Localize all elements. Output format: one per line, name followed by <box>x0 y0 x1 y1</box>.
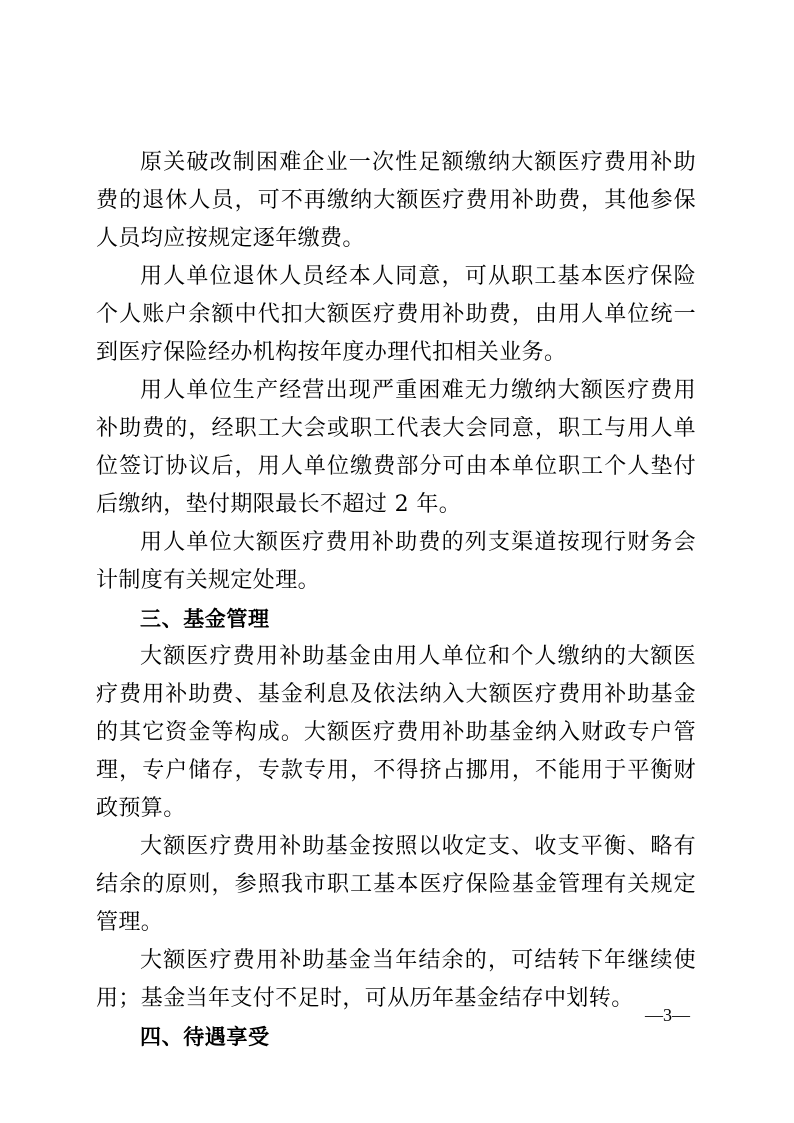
paragraph-accounting-channel: 用人单位大额医疗费用补助费的列支渠道按现行财务会计制度有关规定处理。 <box>96 530 696 593</box>
paragraph-retiree-payment: 原关破改制困难企业一次性足额缴纳大额医疗费用补助费的退休人员，可不再缴纳大额医疗费用补助费，其他参保人员均应按规定逐年缴费。 <box>96 150 696 251</box>
paragraph-hardship-advance: 用人单位生产经营出现严重困难无力缴纳大额医疗费用补助费的，经职工大会或职工代表大会同意，职工与用人单位签订协议后，用人单位缴费部分可由本单位职工个人垫付后缴纳，垫付期限最长不超过 2 年。 <box>96 378 696 517</box>
section-heading-benefits: 四、待遇享受 <box>140 1025 270 1049</box>
page-number: —3— <box>645 1005 690 1025</box>
paragraph-fund-principle: 大额医疗费用补助基金按照以收定支、收支平衡、略有结余的原则，参照我市职工基本医疗保险基金管理有关规定管理。 <box>96 834 696 935</box>
document-body <box>96 144 696 1056</box>
paragraph-fund-composition: 大额医疗费用补助基金由用人单位和个人缴纳的大额医疗费用补助费、基金利息及依法纳入大额医疗费用补助基金的其它资金等构成。大额医疗费用补助基金纳入财政专户管理，专户储存，专款专用，不得挤占挪用，不能用于平衡财政预算。 <box>96 644 696 821</box>
paragraph-fund-surplus: 大额医疗费用补助基金当年结余的，可结转下年继续使用；基金当年支付不足时，可从历年基金结存中划转。 <box>96 948 696 1011</box>
paragraph-account-deduction: 用人单位退休人员经本人同意，可从职工基本医疗保险个人账户余额中代扣大额医疗费用补助费，由用人单位统一到医疗保险经办机构按年度办理代扣相关业务。 <box>96 264 696 365</box>
section-heading-fund-management: 三、基金管理 <box>140 607 270 631</box>
